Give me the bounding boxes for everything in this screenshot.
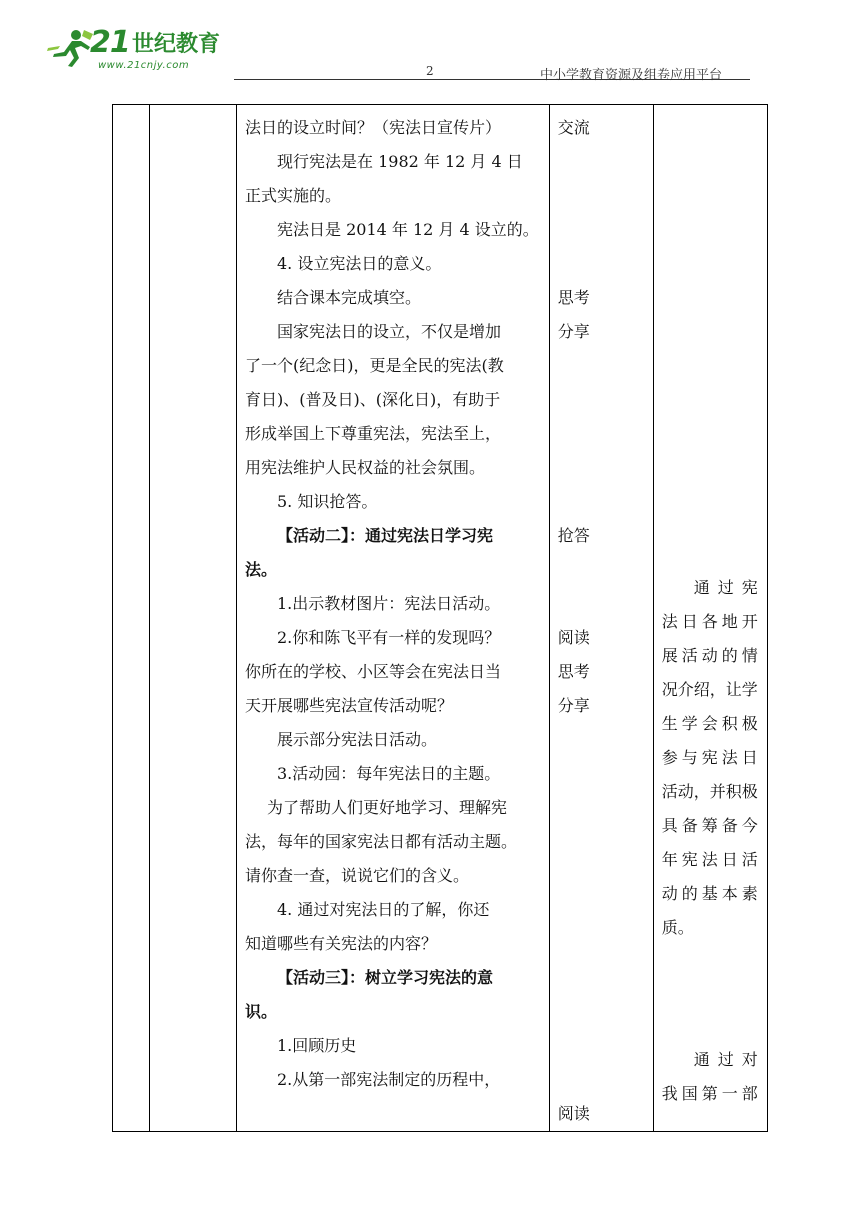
process-line: 用宪法维护人民权益的社会氛围。 bbox=[245, 458, 486, 477]
student-activity: 阅读 bbox=[557, 628, 590, 647]
process-line: 为了帮助人们更好地学习、理解宪 bbox=[267, 798, 508, 817]
process-line: 国家宪法日的设立，不仅是增加 bbox=[277, 322, 502, 341]
process-line: 形成举国上下尊重宪法，宪法至上， bbox=[245, 424, 502, 443]
intent-line: 展活动的情 bbox=[661, 646, 758, 665]
process-line: 了一个(纪念日)，更是全民的宪法(教 bbox=[245, 356, 504, 375]
student-activity: 思考 bbox=[557, 662, 590, 681]
page-number: 2 bbox=[426, 64, 434, 78]
content-cell bbox=[150, 105, 237, 1132]
logo bbox=[46, 26, 236, 74]
student-activity: 分享 bbox=[557, 322, 590, 341]
student-activity: 思考 bbox=[557, 288, 590, 307]
design-intent-cell bbox=[653, 105, 767, 1132]
process-line: 现行宪法是在 1982 年 12 月 4 日 bbox=[277, 152, 523, 171]
process-line: 5. 知识抢答。 bbox=[277, 492, 378, 511]
student-activity-cell bbox=[549, 105, 653, 1132]
design-intent-text bbox=[662, 571, 758, 945]
process-line: 2.从第一部宪法制定的历程中， bbox=[277, 1070, 501, 1089]
activity-heading: 法。 bbox=[245, 560, 278, 579]
process-line: 1.出示教材图片：宪法日活动。 bbox=[277, 594, 501, 613]
logo-number: 21 bbox=[90, 25, 130, 60]
process-line: 2.你和陈飞平有一样的发现吗？ bbox=[277, 628, 501, 647]
logo-url: www.21cnjy.com bbox=[98, 60, 190, 71]
student-activity: 抢答 bbox=[557, 526, 590, 545]
intent-line: 我国第一部 bbox=[661, 1084, 758, 1103]
page-header bbox=[0, 0, 860, 90]
intent-line: 具备筹备今 bbox=[661, 816, 758, 835]
process-line: 你所在的学校、小区等会在宪法日当 bbox=[245, 662, 502, 681]
process-line: 4. 通过对宪法日的了解，你还 bbox=[277, 900, 490, 919]
header-divider bbox=[234, 79, 750, 80]
activity-heading: 识。 bbox=[245, 1002, 278, 1021]
process-line: 展示部分宪法日活动。 bbox=[277, 730, 438, 749]
student-activity: 阅读 bbox=[557, 1104, 590, 1123]
process-line: 法日的设立时间？（宪法日宣传片） bbox=[245, 118, 502, 137]
intent-line: 法日各地开 bbox=[661, 612, 758, 631]
stage-cell bbox=[113, 105, 150, 1132]
intent-line: 通过对 bbox=[693, 1050, 758, 1069]
process-line: 法，每年的国家宪法日都有活动主题。 bbox=[245, 832, 518, 851]
platform-name: 中小学教育资源及组卷应用平台 bbox=[540, 68, 723, 83]
process-line: 3.活动园：每年宪法日的主题。 bbox=[277, 764, 501, 783]
process-line: 育日)、(普及日)、(深化日)，有助于 bbox=[245, 390, 501, 409]
runner-icon bbox=[46, 28, 94, 68]
student-activity: 交流 bbox=[557, 118, 590, 137]
process-line: 宪法日是 2014 年 12 月 4 设立的。 bbox=[277, 220, 539, 239]
intent-line: 质。 bbox=[661, 918, 694, 937]
activity-heading: 【活动二】：通过宪法日学习宪 bbox=[277, 526, 494, 545]
process-line: 正式实施的。 bbox=[245, 186, 342, 205]
lesson-table bbox=[112, 104, 768, 1132]
process-line: 1.回顾历史 bbox=[277, 1036, 357, 1055]
process-line: 天开展哪些宪法宣传活动呢？ bbox=[245, 696, 454, 715]
intent-line: 况介绍，让学 bbox=[661, 680, 758, 699]
intent-line: 生学会积极 bbox=[661, 714, 758, 733]
intent-line: 活动，并积极 bbox=[661, 782, 758, 801]
activity-heading: 【活动三】：树立学习宪法的意 bbox=[277, 968, 494, 987]
logo-name: 世纪教育 bbox=[132, 32, 221, 57]
student-activity: 分享 bbox=[557, 696, 590, 715]
intent-line: 通过宪 bbox=[693, 578, 758, 597]
teaching-process-cell bbox=[237, 105, 550, 1132]
process-line: 知道哪些有关宪法的内容？ bbox=[245, 934, 438, 953]
process-line: 4. 设立宪法日的意义。 bbox=[277, 254, 442, 273]
process-line: 结合课本完成填空。 bbox=[277, 288, 422, 307]
intent-line: 参与宪法日 bbox=[661, 748, 758, 767]
intent-line: 动的基本素 bbox=[661, 884, 758, 903]
process-line: 请你查一查，说说它们的含义。 bbox=[245, 866, 470, 885]
intent-line: 年宪法日活 bbox=[661, 850, 758, 869]
design-intent-text bbox=[662, 1043, 758, 1111]
